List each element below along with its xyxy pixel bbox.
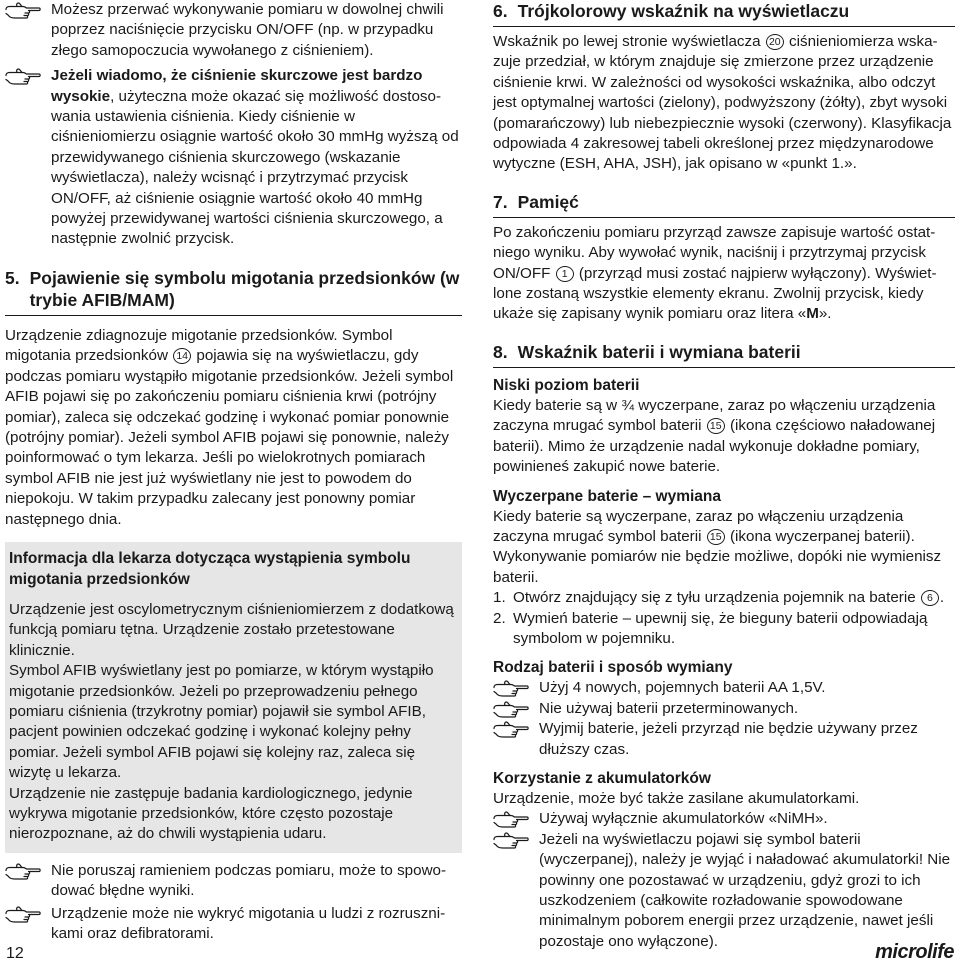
reference-number: 20	[766, 34, 784, 50]
note-bullet	[493, 830, 955, 952]
info-box-doctor	[5, 542, 462, 853]
reference-number: 6	[921, 590, 939, 606]
section-title: Wskaźnik baterii i wymiana baterii	[517, 341, 801, 362]
note-bullet	[493, 699, 955, 719]
subheading-battery-replacement: Wyczerpane baterie – wymiana	[493, 487, 722, 505]
pointing-hand-icon	[5, 66, 41, 86]
pointing-hand-icon	[493, 809, 529, 829]
section-6	[493, 0, 955, 175]
pointing-hand-icon	[493, 830, 529, 850]
brand-logo: microlife	[875, 941, 954, 963]
section-paragraph: Kiedy baterie są wyczerpane, zaraz po włączeniu urządzenia zaczyna mrugać symbol baterii 15 (ikona wyczerpanej baterii). Wykonywanie pomiarów nie będzie możliwe, dopóki nie wymienisz baterii.	[493, 507, 942, 586]
note-bullet	[493, 809, 955, 829]
pointing-hand-icon	[493, 719, 529, 739]
section-7	[493, 191, 955, 325]
reference-number: 15	[707, 418, 725, 434]
section-title: Pamięć	[517, 191, 579, 212]
section-paragraph: Kiedy baterie są w ¾ wyczerpane, zaraz po włączeniu urządzenia zaczyna mrugać symbol baterii 15 (ikona częściowo naładowanej baterii). Mimo że urządzenie nadal wykonuje dokładne pomiary, powinieneś zakupić nowe baterie.	[493, 396, 936, 476]
note-bullet	[493, 678, 955, 698]
section-5	[5, 267, 462, 530]
right-column	[493, 0, 955, 952]
info-box-paragraph: Urządzenie jest oscylometrycznym ciśnieniomierzem z dodatkową funkcją pomiaru tętna. Urządzenie zostało przetestowane klinicznie.	[9, 600, 454, 659]
section-number: 8.	[493, 341, 508, 362]
note-bullet-pacemaker	[5, 904, 462, 945]
section-number: 5.	[5, 267, 20, 288]
step-number: 1.	[493, 589, 506, 607]
pointing-hand-icon	[5, 904, 41, 924]
subheading-battery-type: Rodzaj baterii i sposób wymiany	[493, 659, 733, 677]
note-text: Używaj wyłącznie akumulatorków «NiMH».	[539, 810, 828, 828]
info-box-paragraph: Symbol AFIB wyświetlany jest po pomiarze, w którym wystąpiło migotanie przedsionków. Jeżeli po przeprowadzeniu pełnego pomiaru ciśnienia (trzykrotny pomiar) pojawił sie symbol AFIB, pacjent powinien odczekać godzinę i wykonać kolejny pełny pomiar. Jeżeli symbol AFIB pojawi się kolejny raz, zaleca się wizytę u lekarza.	[9, 662, 434, 782]
note-text: Użyj 4 nowych, pojemnych baterii AA 1,5V.	[539, 679, 826, 697]
section-paragraph: Urządzenie, może być także zasilane akumulatorkami.	[493, 789, 860, 807]
info-box-paragraph: Urządzenie nie zastępuje badania kardiologicznego, jedynie wykrywa migotanie przedsionków, które często pozostaje nierozpoznane, aż do chwili wystąpienia udaru.	[9, 784, 413, 843]
reference-number: 15	[707, 529, 725, 545]
note-text-rest: , użyteczna może okazać się możliwość dostosowania ustawienia ciśnienia. Kiedy ciśnienie w ciśnieniomierzu osiągnie wartość około 30 mmHg wyższą od przewidywanego ciśnienia skurczowego (wskazanie wyświetlacza), należy wcisnąć i przytrzymać przycisk ON/OFF, aż ciśnienie osiągnie wartość około 40 mmHg powyżej przewidywanej wartości ciśnienia skurczowego, a następnie zwolnić przycisk.	[51, 87, 459, 248]
section-title: Trójkolorowy wskaźnik na wyświetlaczu	[517, 1, 850, 21]
pointing-hand-icon	[5, 0, 41, 20]
list-item: 2. Wymień baterie – upewnij się, że bieguny baterii odpowiadają symbolom w pojemniku.	[493, 609, 928, 647]
reference-number: 1	[556, 266, 574, 282]
note-text	[51, 66, 462, 250]
note-text: Nie poruszaj ramieniem podczas pomiaru, może to spowodować błędne wyniki.	[51, 861, 447, 900]
info-box-title: Informacja dla lekarza dotycząca wystąpienia symbolu migotania przedsionków	[9, 549, 411, 588]
note-emphasis: Jeżeli wiadomo, że ciśnienie skurczowe jest bardzo wysokie	[51, 67, 423, 105]
section-heading	[493, 191, 955, 218]
note-text: Wyjmij baterie, jeżeli przyrząd nie będzie używany przez dłuższy czas.	[539, 720, 918, 758]
section-heading	[5, 267, 462, 316]
left-column	[5, 0, 462, 944]
section-title: Pojawienie się symbolu migotania przedsionków (w trybie AFIB/MAM)	[29, 267, 460, 310]
note-text: Możesz przerwać wykonywanie pomiaru w dowolnej chwili poprzez naciśnięcie przycisku ON/OFF (np. w przypadku złego samopoczucia wywołanego z ciśnieniem).	[51, 1, 444, 59]
section-heading	[493, 0, 955, 27]
pointing-hand-icon	[5, 861, 41, 881]
list-item: 1. Otwórz znajdujący się z tyłu urządzenia pojemnik na baterie 6 .	[493, 588, 955, 608]
subheading-low-battery: Niski poziom baterii	[493, 376, 640, 394]
section-heading	[493, 341, 955, 368]
section-paragraph: Po zakończeniu pomiaru przyrząd zawsze zapisuje wartość ostatniego wyniku. Aby wywołać wynik, naciśnij i przytrzymaj przycisk ON/OFF 1 (przyrząd musi zostać najpierw wyłączony). Wyświetlone zostaną wszystkie elementy ekranu. Zwolnij przycisk, kiedy ukaże się zapisany wynik pomiaru oraz litera «M».	[493, 223, 937, 323]
pointing-hand-icon	[493, 699, 529, 719]
reference-number: 14	[173, 348, 191, 364]
section-number: 6.	[493, 1, 508, 21]
note-text: Nie używaj baterii przeterminowanych.	[539, 699, 799, 717]
note-bullet-arm	[5, 861, 462, 902]
page-number: 12	[6, 945, 24, 962]
section-number: 7.	[493, 191, 508, 212]
section-paragraph: Wskaźnik po lewej stronie wyświetlacza 20 ciśnieniomierza wskazuje przedział, w którym znajduje się zmierzone przez urządzenie ciśnienie krwi. W zależności od wysokości wskaźnika, albo odczyt jest optymalnej wartości (zielony), podwyższony (żółty), zbyt wysoki (pomarańczowy) lub niebezpiecznie wysoki (czerwony). Klasyfikacja odpowiada 4 zakresowej tabeli określonej przez międzynarodowe wytyczne (ESH, AHA, JSH), jak opisano w «punkt 1.».	[493, 33, 952, 173]
note-bullet-high-systolic	[5, 66, 462, 250]
step-number: 2.	[493, 609, 506, 627]
note-bullet	[493, 719, 955, 760]
note-text: Urządzenie może nie wykryć migotania u ludzi z rozrusznikami oraz defibratorami.	[51, 904, 446, 943]
subheading-rechargeable: Korzystanie z akumulatorków	[493, 769, 711, 787]
section-8	[493, 341, 955, 952]
note-bullet-stop-measurement	[5, 0, 462, 61]
pointing-hand-icon	[493, 678, 529, 698]
replacement-steps	[493, 588, 955, 649]
section-paragraph: Urządzenie zdiagnozuje migotanie przedsionków. Symbol migotania przedsionków 14 pojawia się na wyświetlaczu, gdy podczas pomiaru wystąpiło migotanie przedsionków. Jeżeli symbol AFIB pojawi się po zakończeniu pomiaru ciśnienia krwi (potrójny pomiar), zaleca się odczekać godzinę i wykonać pomiar ponownie (potrójny pomiar). Jeżeli symbol AFIB pojawi się ponownie, należy poinformować o tym lekarza. Jeśli po wielokrotnych pomiarach symbol AFIB nie jest już wyświetlany nie jest to powodem do niepokoju. W takim przypadku zalecany jest ponowny pomiar następnego dnia.	[5, 326, 454, 528]
note-text: Jeżeli na wyświetlaczu pojawi się symbol baterii (wyczerpanej), należy je wyjąć i naładować akumulatorki! Nie powinny one pozostawać w urządzeniu, gdyż grozi to ich uszkodzeniem (całkowite rozładowanie spowodowane minimalnym poborem energii przez urządzenie, nawet jeśli pozostaje ono wyłączone).	[539, 830, 951, 950]
